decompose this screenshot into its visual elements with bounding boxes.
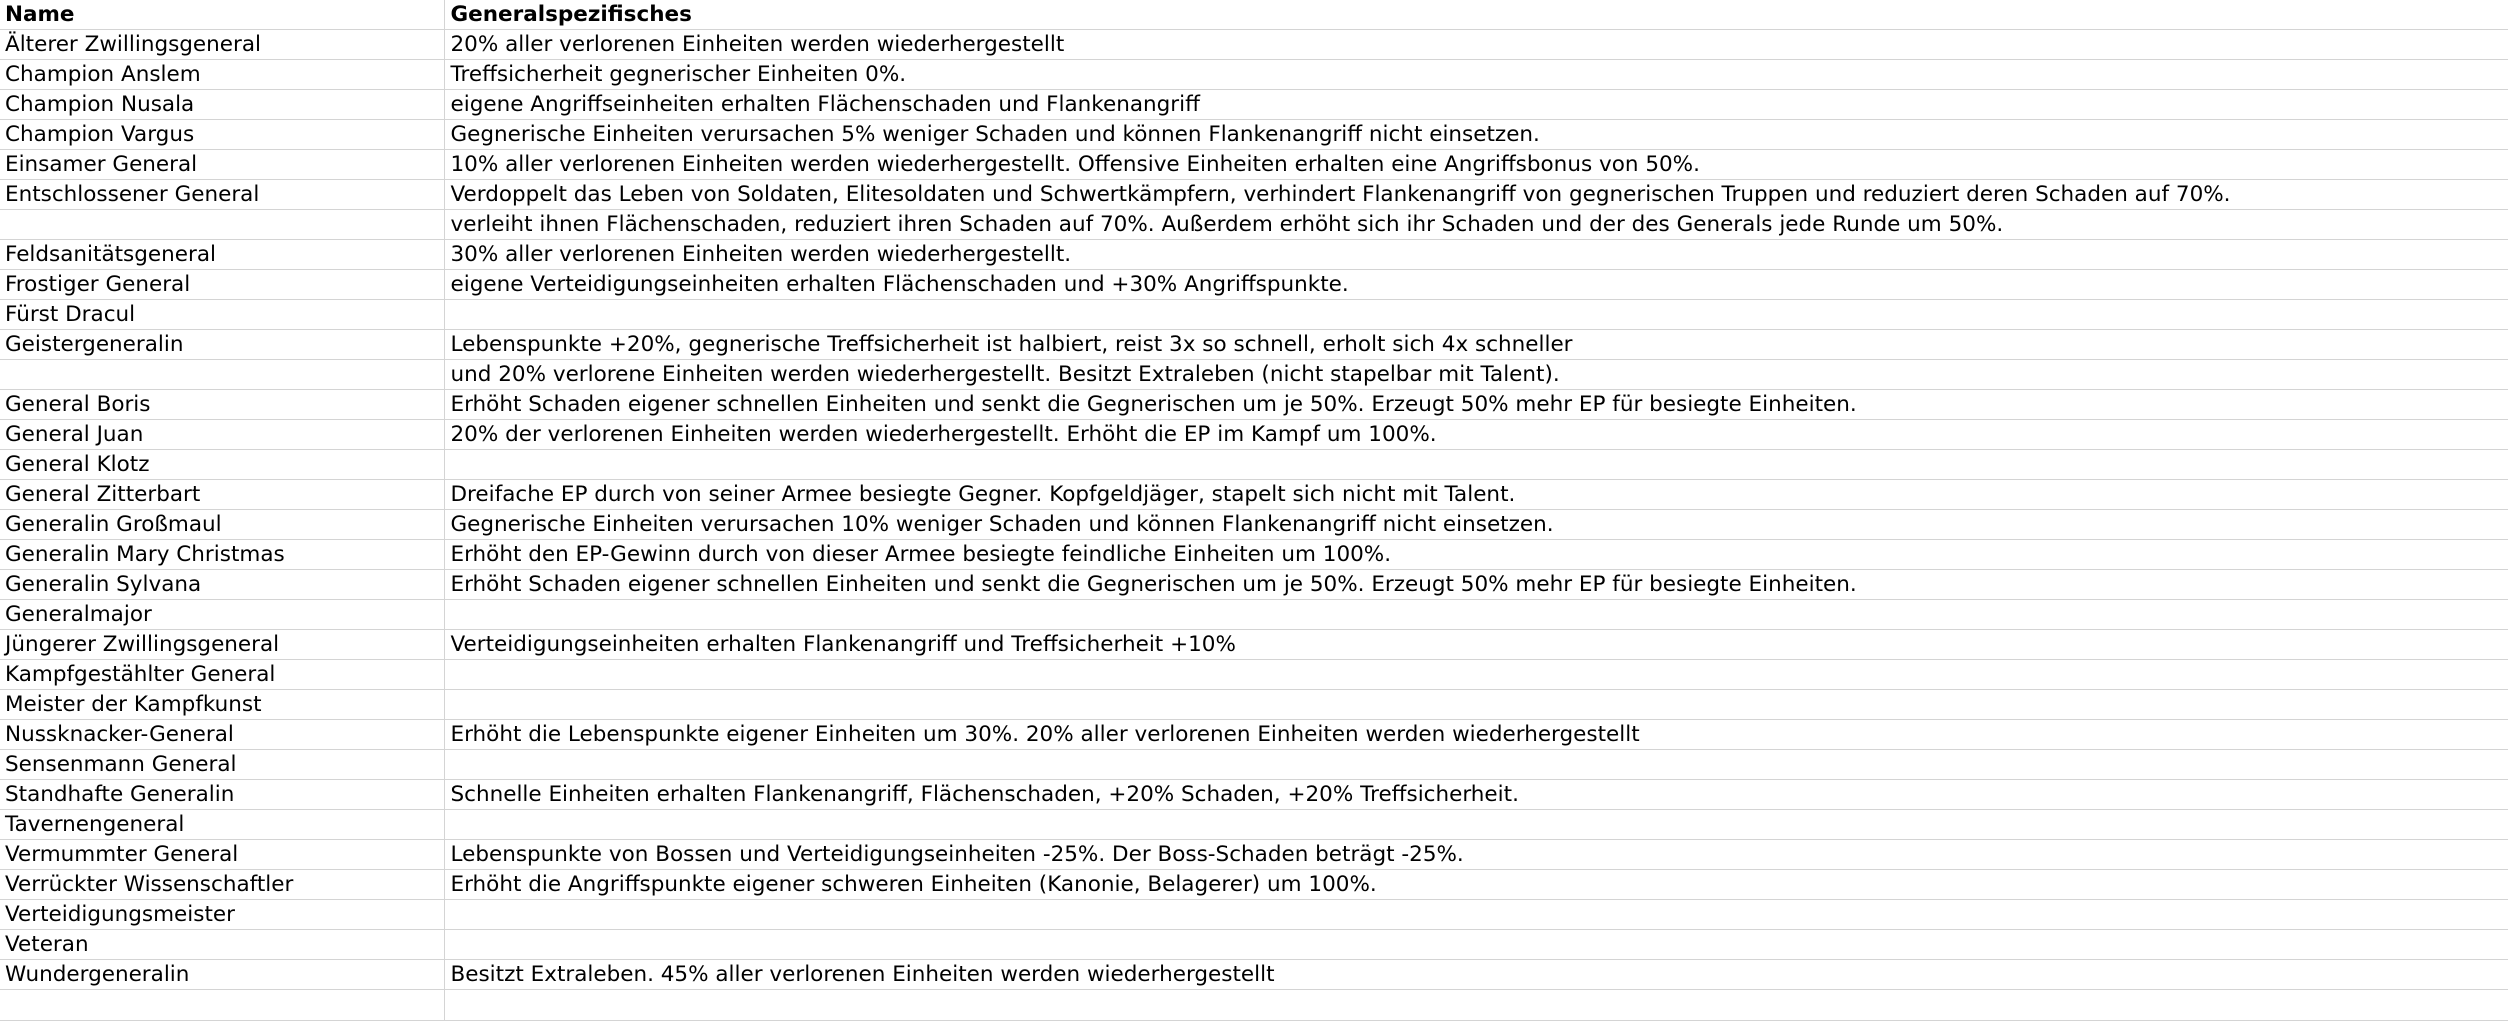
name-cell[interactable]: Verteidigungsmeister <box>0 900 444 930</box>
spec-cell[interactable] <box>444 660 2508 690</box>
name-cell[interactable]: Generalin Großmaul <box>0 510 444 540</box>
table-row <box>0 150 2508 180</box>
spec-cell[interactable] <box>444 930 2508 960</box>
spec-cell[interactable]: Erhöht die Lebenspunkte eigener Einheiten um 30%. 20% aller verlorenen Einheiten werden wiederhergestellt <box>444 720 2508 750</box>
name-cell[interactable]: General Zitterbart <box>0 480 444 510</box>
name-cell[interactable]: General Klotz <box>0 450 444 480</box>
name-cell[interactable]: Vermummter General <box>0 840 444 870</box>
name-cell[interactable]: General Boris <box>0 390 444 420</box>
spec-cell[interactable]: Erhöht den EP-Gewinn durch von dieser Armee besiegte feindliche Einheiten um 100%. <box>444 540 2508 570</box>
name-cell[interactable]: Nussknacker-General <box>0 720 444 750</box>
name-cell[interactable]: Verrückter Wissenschaftler <box>0 870 444 900</box>
name-cell[interactable]: Champion Nusala <box>0 90 444 120</box>
name-cell[interactable]: Tavernengeneral <box>0 810 444 840</box>
name-cell[interactable]: Generalmajor <box>0 600 444 630</box>
name-cell[interactable]: Jüngerer Zwillingsgeneral <box>0 630 444 660</box>
table-row <box>0 210 2508 240</box>
table-row <box>0 960 2508 990</box>
spec-cell[interactable]: Schnelle Einheiten erhalten Flankenangriff, Flächenschaden, +20% Schaden, +20% Treffsicherheit. <box>444 780 2508 810</box>
name-cell[interactable]: Geistergeneralin <box>0 330 444 360</box>
spec-cell[interactable] <box>444 690 2508 720</box>
table-row <box>0 30 2508 60</box>
spec-cell[interactable]: 20% aller verlorenen Einheiten werden wiederhergestellt <box>444 30 2508 60</box>
table-row <box>0 300 2508 330</box>
spec-cell[interactable]: Lebenspunkte +20%, gegnerische Treffsicherheit ist halbiert, reist 3x so schnell, erholt sich 4x schneller <box>444 330 2508 360</box>
name-cell[interactable]: Älterer Zwillingsgeneral <box>0 30 444 60</box>
name-cell[interactable]: Feldsanitätsgeneral <box>0 240 444 270</box>
table-row <box>0 510 2508 540</box>
table-row <box>0 720 2508 750</box>
name-cell[interactable]: Veteran <box>0 930 444 960</box>
spec-cell[interactable]: Verdoppelt das Leben von Soldaten, Elitesoldaten und Schwertkämpfern, verhindert Flankenangriff von gegnerischen Truppen und reduziert deren Schaden auf 70%. <box>444 180 2508 210</box>
name-cell[interactable]: Einsamer General <box>0 150 444 180</box>
spec-cell[interactable] <box>444 300 2508 330</box>
table-row <box>0 780 2508 810</box>
spec-cell[interactable]: Besitzt Extraleben. 45% aller verlorenen Einheiten werden wiederhergestellt <box>444 960 2508 990</box>
spec-cell[interactable]: Erhöht Schaden eigener schnellen Einheiten und senkt die Gegnerischen um je 50%. Erzeugt 50% mehr EP für besiegte Einheiten. <box>444 390 2508 420</box>
header-name-cell[interactable]: Name <box>0 0 444 30</box>
spec-cell[interactable]: Gegnerische Einheiten verursachen 10% weniger Schaden und können Flankenangriff nicht einsetzen. <box>444 510 2508 540</box>
table-row <box>0 390 2508 420</box>
name-cell[interactable]: Generalin Sylvana <box>0 570 444 600</box>
table-row <box>0 450 2508 480</box>
spec-cell[interactable] <box>444 900 2508 930</box>
table-row <box>0 270 2508 300</box>
name-cell[interactable]: Fürst Dracul <box>0 300 444 330</box>
table-row <box>0 900 2508 930</box>
spec-cell[interactable]: verleiht ihnen Flächenschaden, reduziert ihren Schaden auf 70%. Außerdem erhöht sich ihr Schaden und der des Generals jede Runde um 50%. <box>444 210 2508 240</box>
table-row <box>0 480 2508 510</box>
table-row <box>0 660 2508 690</box>
table-row <box>0 120 2508 150</box>
table-row <box>0 810 2508 840</box>
empty-cell[interactable] <box>444 990 2508 1021</box>
table-row <box>0 360 2508 390</box>
table-row <box>0 570 2508 600</box>
name-cell[interactable]: Sensenmann General <box>0 750 444 780</box>
table-row <box>0 240 2508 270</box>
spec-cell[interactable]: eigene Angriffseinheiten erhalten Flächenschaden und Flankenangriff <box>444 90 2508 120</box>
spec-cell[interactable]: 20% der verlorenen Einheiten werden wiederhergestellt. Erhöht die EP im Kampf um 100%. <box>444 420 2508 450</box>
spec-cell[interactable]: Erhöht die Angriffspunkte eigener schweren Einheiten (Kanonie, Belagerer) um 100%. <box>444 870 2508 900</box>
table-row <box>0 180 2508 210</box>
name-cell[interactable]: Champion Vargus <box>0 120 444 150</box>
name-cell[interactable]: Champion Anslem <box>0 60 444 90</box>
empty-row <box>0 990 2508 1021</box>
table-row <box>0 750 2508 780</box>
spec-cell[interactable]: 30% aller verlorenen Einheiten werden wiederhergestellt. <box>444 240 2508 270</box>
table-row <box>0 60 2508 90</box>
name-cell[interactable]: Meister der Kampfkunst <box>0 690 444 720</box>
spec-cell[interactable]: Erhöht Schaden eigener schnellen Einheiten und senkt die Gegnerischen um je 50%. Erzeugt 50% mehr EP für besiegte Einheiten. <box>444 570 2508 600</box>
spec-cell[interactable]: Verteidigungseinheiten erhalten Flankenangriff und Treffsicherheit +10% <box>444 630 2508 660</box>
name-cell[interactable]: Kampfgestählter General <box>0 660 444 690</box>
spec-cell[interactable]: 10% aller verlorenen Einheiten werden wiederhergestellt. Offensive Einheiten erhalten eine Angriffsbonus von 50%. <box>444 150 2508 180</box>
table-row <box>0 540 2508 570</box>
name-cell[interactable]: Standhafte Generalin <box>0 780 444 810</box>
spec-cell[interactable] <box>444 450 2508 480</box>
spec-cell[interactable]: Gegnerische Einheiten verursachen 5% weniger Schaden und können Flankenangriff nicht einsetzen. <box>444 120 2508 150</box>
empty-cell[interactable] <box>0 990 444 1021</box>
table-row <box>0 930 2508 960</box>
name-cell[interactable]: Entschlossener General <box>0 180 444 210</box>
spec-cell[interactable]: Dreifache EP durch von seiner Armee besiegte Gegner. Kopfgeldjäger, stapelt sich nicht mit Talent. <box>444 480 2508 510</box>
header-row <box>0 0 2508 30</box>
spec-cell[interactable]: Treffsicherheit gegnerischer Einheiten 0%. <box>444 60 2508 90</box>
name-cell[interactable]: Generalin Mary Christmas <box>0 540 444 570</box>
name-cell[interactable]: Wundergeneralin <box>0 960 444 990</box>
spec-cell[interactable] <box>444 810 2508 840</box>
spec-cell[interactable]: Lebenspunkte von Bossen und Verteidigungseinheiten -25%. Der Boss-Schaden beträgt -25%. <box>444 840 2508 870</box>
table-row <box>0 330 2508 360</box>
table-row <box>0 840 2508 870</box>
header-spec-cell[interactable]: Generalspezifisches <box>444 0 2508 30</box>
spec-cell[interactable]: eigene Verteidigungseinheiten erhalten Flächenschaden und +30% Angriffspunkte. <box>444 270 2508 300</box>
name-cell[interactable]: General Juan <box>0 420 444 450</box>
name-cell[interactable] <box>0 210 444 240</box>
spec-cell[interactable] <box>444 600 2508 630</box>
spec-cell[interactable]: und 20% verlorene Einheiten werden wiederhergestellt. Besitzt Extraleben (nicht stapelbar mit Talent). <box>444 360 2508 390</box>
table-row <box>0 690 2508 720</box>
table-row <box>0 90 2508 120</box>
name-cell[interactable]: Frostiger General <box>0 270 444 300</box>
table-row <box>0 600 2508 630</box>
spec-cell[interactable] <box>444 750 2508 780</box>
table-row <box>0 630 2508 660</box>
table-row <box>0 420 2508 450</box>
table-row <box>0 870 2508 900</box>
name-cell[interactable] <box>0 360 444 390</box>
